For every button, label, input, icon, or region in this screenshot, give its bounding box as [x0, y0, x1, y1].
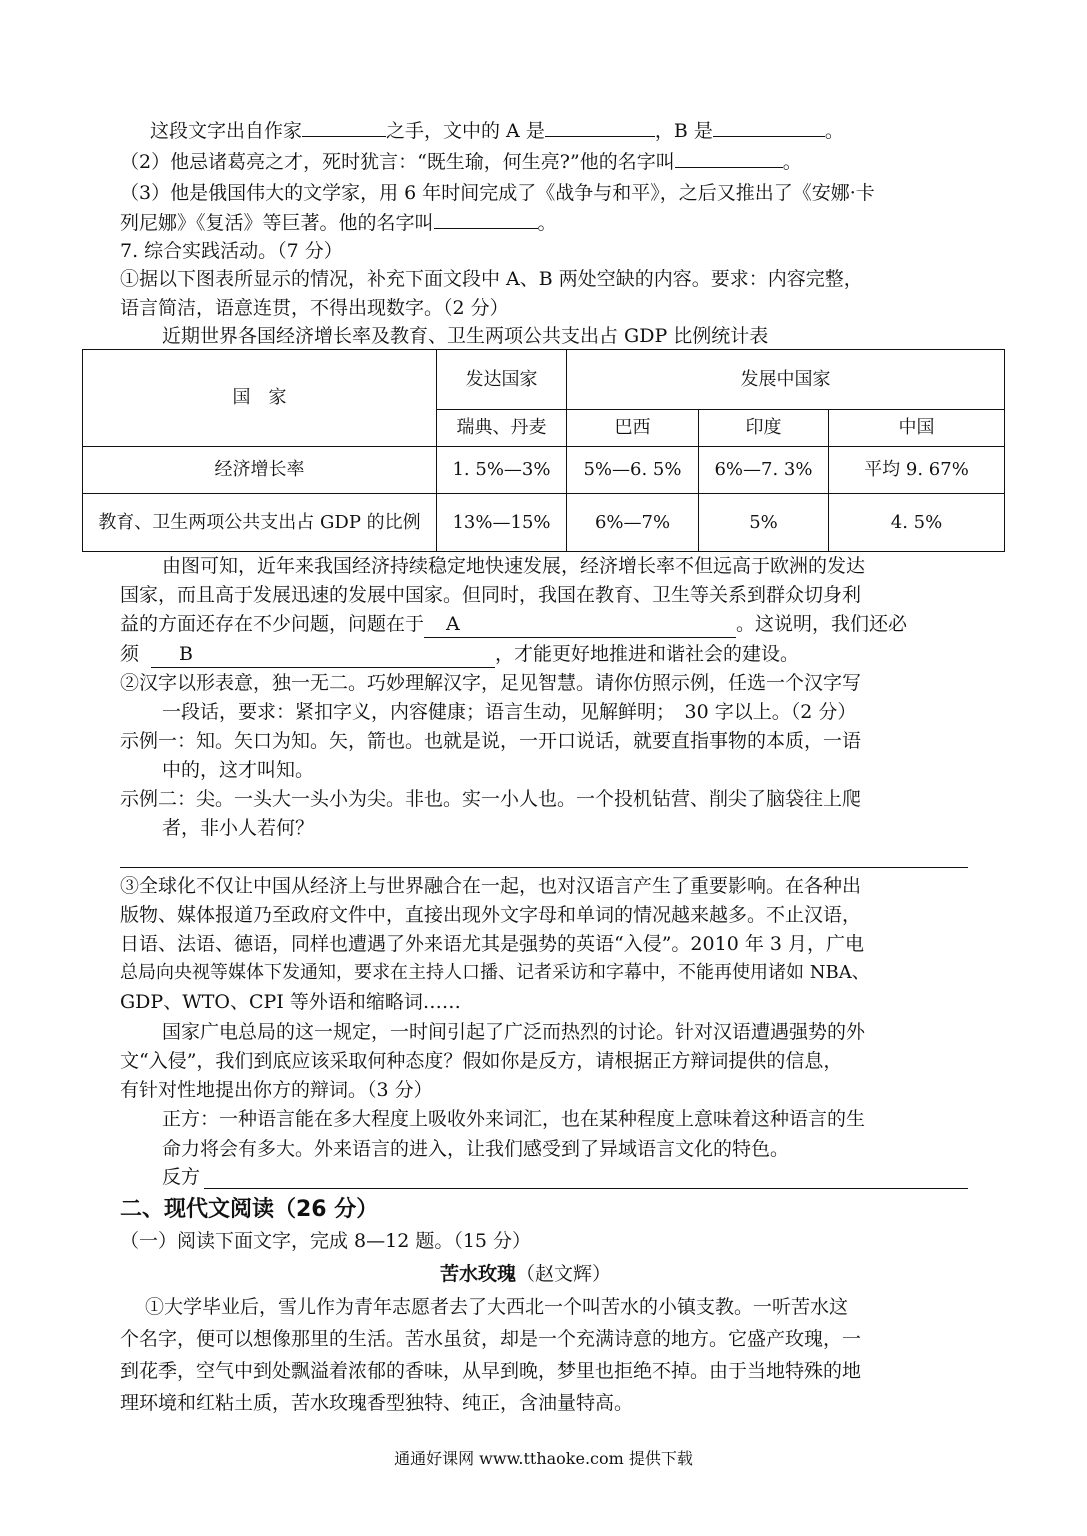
example-1-line-2: 中的，这才叫知。 [162, 759, 315, 781]
answer-blank-a-field[interactable]: A [424, 611, 736, 638]
table-cell: 5%—6. 5% [567, 447, 699, 494]
table-cell: 平均 9. 67% [829, 447, 1005, 494]
table-country-brazil: 巴西 [567, 410, 699, 447]
section-2-heading: 二、现代文阅读（26 分） [120, 1197, 379, 1222]
table-cell: 4. 5% [829, 494, 1005, 552]
table-country-india: 印度 [699, 410, 829, 447]
con-answer-line[interactable] [204, 1188, 968, 1189]
table-header-developed: 发达国家 [437, 350, 567, 410]
example-1-line-1: 示例一：知。矢口为知。矢，箭也。也就是说，一开口说话，就要直指事物的本质，一语 [120, 730, 862, 752]
answer-blank-b[interactable] [713, 118, 825, 137]
table-cell: 6%—7% [567, 494, 699, 552]
p3-line-5: GDP、WTO、CPI 等外语和缩略词…… [120, 991, 461, 1013]
table-row-label: 经济增长率 [83, 447, 437, 494]
table-caption: 近期世界各国经济增长率及教育、卫生两项公共支出占 GDP 比例统计表 [162, 325, 769, 347]
para1-line-1: 由图可知，近年来我国经济持续稳定地快速发展，经济增长率不但远高于欧洲的发达 [162, 555, 866, 577]
q7-heading: 7. 综合实践活动。（7 分） [120, 240, 343, 262]
article-title-line [440, 1261, 611, 1287]
table-country-china: 中国 [829, 410, 1005, 447]
table-cell: 13%—15% [437, 494, 567, 552]
table-header-developing: 发展中国家 [567, 350, 1005, 410]
table-cell: 5% [699, 494, 829, 552]
example-2-line-1: 示例二：尖。一头大一头小为尖。非也。实一小人也。一个投机钻营、削尖了脑袋往上爬 [120, 788, 862, 810]
q7-p1-line-1: ①据以下图表所显示的情况，补充下面文段中 A、B 两处空缺的内容。要求：内容完整， [120, 268, 863, 290]
article-para-line-2: 个名字，便可以想像那里的生活。苦水虽贫，却是一个充满诗意的地方。它盛产玫瑰，一 [120, 1328, 862, 1350]
p2-line-1: ②汉字以形表意，独一无二。巧妙理解汉字，足见智慧。请你仿照示例，任选一个汉字写 [120, 672, 862, 694]
article-author: （赵文辉） [516, 1263, 612, 1285]
table-cell: 1. 5%—3% [437, 447, 567, 494]
article-title: 苦水玫瑰 [440, 1263, 517, 1285]
q6-line-1: 这段文字出自作家 之手，文中的 A 是 ，B 是 。 [150, 120, 844, 142]
table-cell: 6%—7. 3% [699, 447, 829, 494]
table-row-label: 教育、卫生两项公共支出占 GDP 的比例 [83, 494, 437, 552]
p3-line-7: 文“入侵”，我们到底应该采取何种态度？假如你是反方，请根据正方辩词提供的信息， [120, 1050, 843, 1072]
answer-line[interactable] [120, 867, 968, 868]
p3-line-2: 版物、媒体报道乃至政府文件中，直接出现外文字母和单词的情况越来越多。不止汉语， [120, 904, 862, 926]
q7-p1-line-2: 语言简洁，语意连贯，不得出现数字。（2 分） [120, 297, 509, 319]
stats-table [82, 349, 1005, 552]
pro-line-1: 正方：一种语言能在多大程度上吸收外来词汇，也在某种程度上意味着这种语言的生 [162, 1108, 866, 1130]
p3-line-6: 国家广电总局的这一规定，一时间引起了广泛而热烈的讨论。针对汉语遭遇强势的外 [162, 1021, 866, 1043]
para1-line-2: 国家，而且高于发展迅速的发展中国家。但同时，我国在教育、卫生等关系到群众切身利 [120, 584, 862, 606]
table-row [83, 447, 1005, 494]
p3-line-3: 日语、法语、德语，同样也遭遇了外来语尤其是强势的英语“入侵”。2010 年 3 月，广电 [120, 933, 864, 955]
table-row [83, 494, 1005, 552]
answer-blank-a[interactable] [545, 118, 655, 137]
p3-line-8: 有针对性地提出你方的辩词。（3 分） [120, 1079, 433, 1101]
article-para-line-4: 理环境和红粘土质，苦水玫瑰香型独特、纯正，含油量特高。 [120, 1392, 634, 1414]
article-para-line-3: 到花季，空气中到处飘溢着浓郁的香味，从早到晚，梦里也拒绝不掉。由于当地特殊的地 [120, 1360, 862, 1382]
q6-line-4: 列尼娜》《复活》等巨著。他的名字叫 。 [120, 212, 557, 234]
answer-blank-name-2[interactable] [434, 210, 538, 229]
page-footer: 通通好课网 www.tthaoke.com 提供下载 [394, 1449, 693, 1468]
section-2-subheading: （一）阅读下面文字，完成 8—12 题。（15 分） [120, 1230, 532, 1252]
answer-blank-author[interactable] [302, 118, 386, 137]
table-country-sweden-denmark: 瑞典、丹麦 [437, 410, 567, 447]
p2-line-2: 一段话，要求：紧扣字义，内容健康；语言生动，见解鲜明； 30 字以上。（2 分） [162, 701, 857, 723]
article-para-line-1: ①大学毕业后，雪儿作为青年志愿者去了大西北一个叫苦水的小镇支教。一听苦水这 [145, 1296, 849, 1318]
answer-blank-b-field[interactable]: B [151, 641, 495, 668]
p3-line-4: 总局向央视等媒体下发通知，要求在主持人口播、记者采访和字幕中，不能再使用诸如 NBA、 [120, 962, 870, 983]
p3-line-1: ③全球化不仅让中国从经济上与世界融合在一起，也对汉语言产生了重要影响。在各种出 [120, 875, 862, 897]
q6-line-2: （2）他忌诸葛亮之才，死时犹言：“既生瑜，何生亮?”他的名字叫 。 [120, 151, 802, 173]
para1-line-4: 须 B ，才能更好地推进和谐社会的建设。 [120, 641, 799, 668]
con-label: 反方 [162, 1166, 201, 1188]
para1-line-3: 益的方面还存在不少问题，问题在于 A 。这说明，我们还必 [120, 611, 907, 638]
example-2-line-2: 者，非小人若何？ [162, 817, 315, 839]
q6-line-3: （3）他是俄国伟大的文学家，用 6 年时间完成了《战争与和平》，之后又推出了《安娜·卡 [120, 182, 875, 204]
pro-line-2: 命力将会有多大。外来语言的进入，让我们感受到了异域语言文化的特色。 [162, 1138, 790, 1160]
table-header-country: 国 家 [83, 350, 437, 447]
answer-blank-name-1[interactable] [675, 149, 783, 168]
